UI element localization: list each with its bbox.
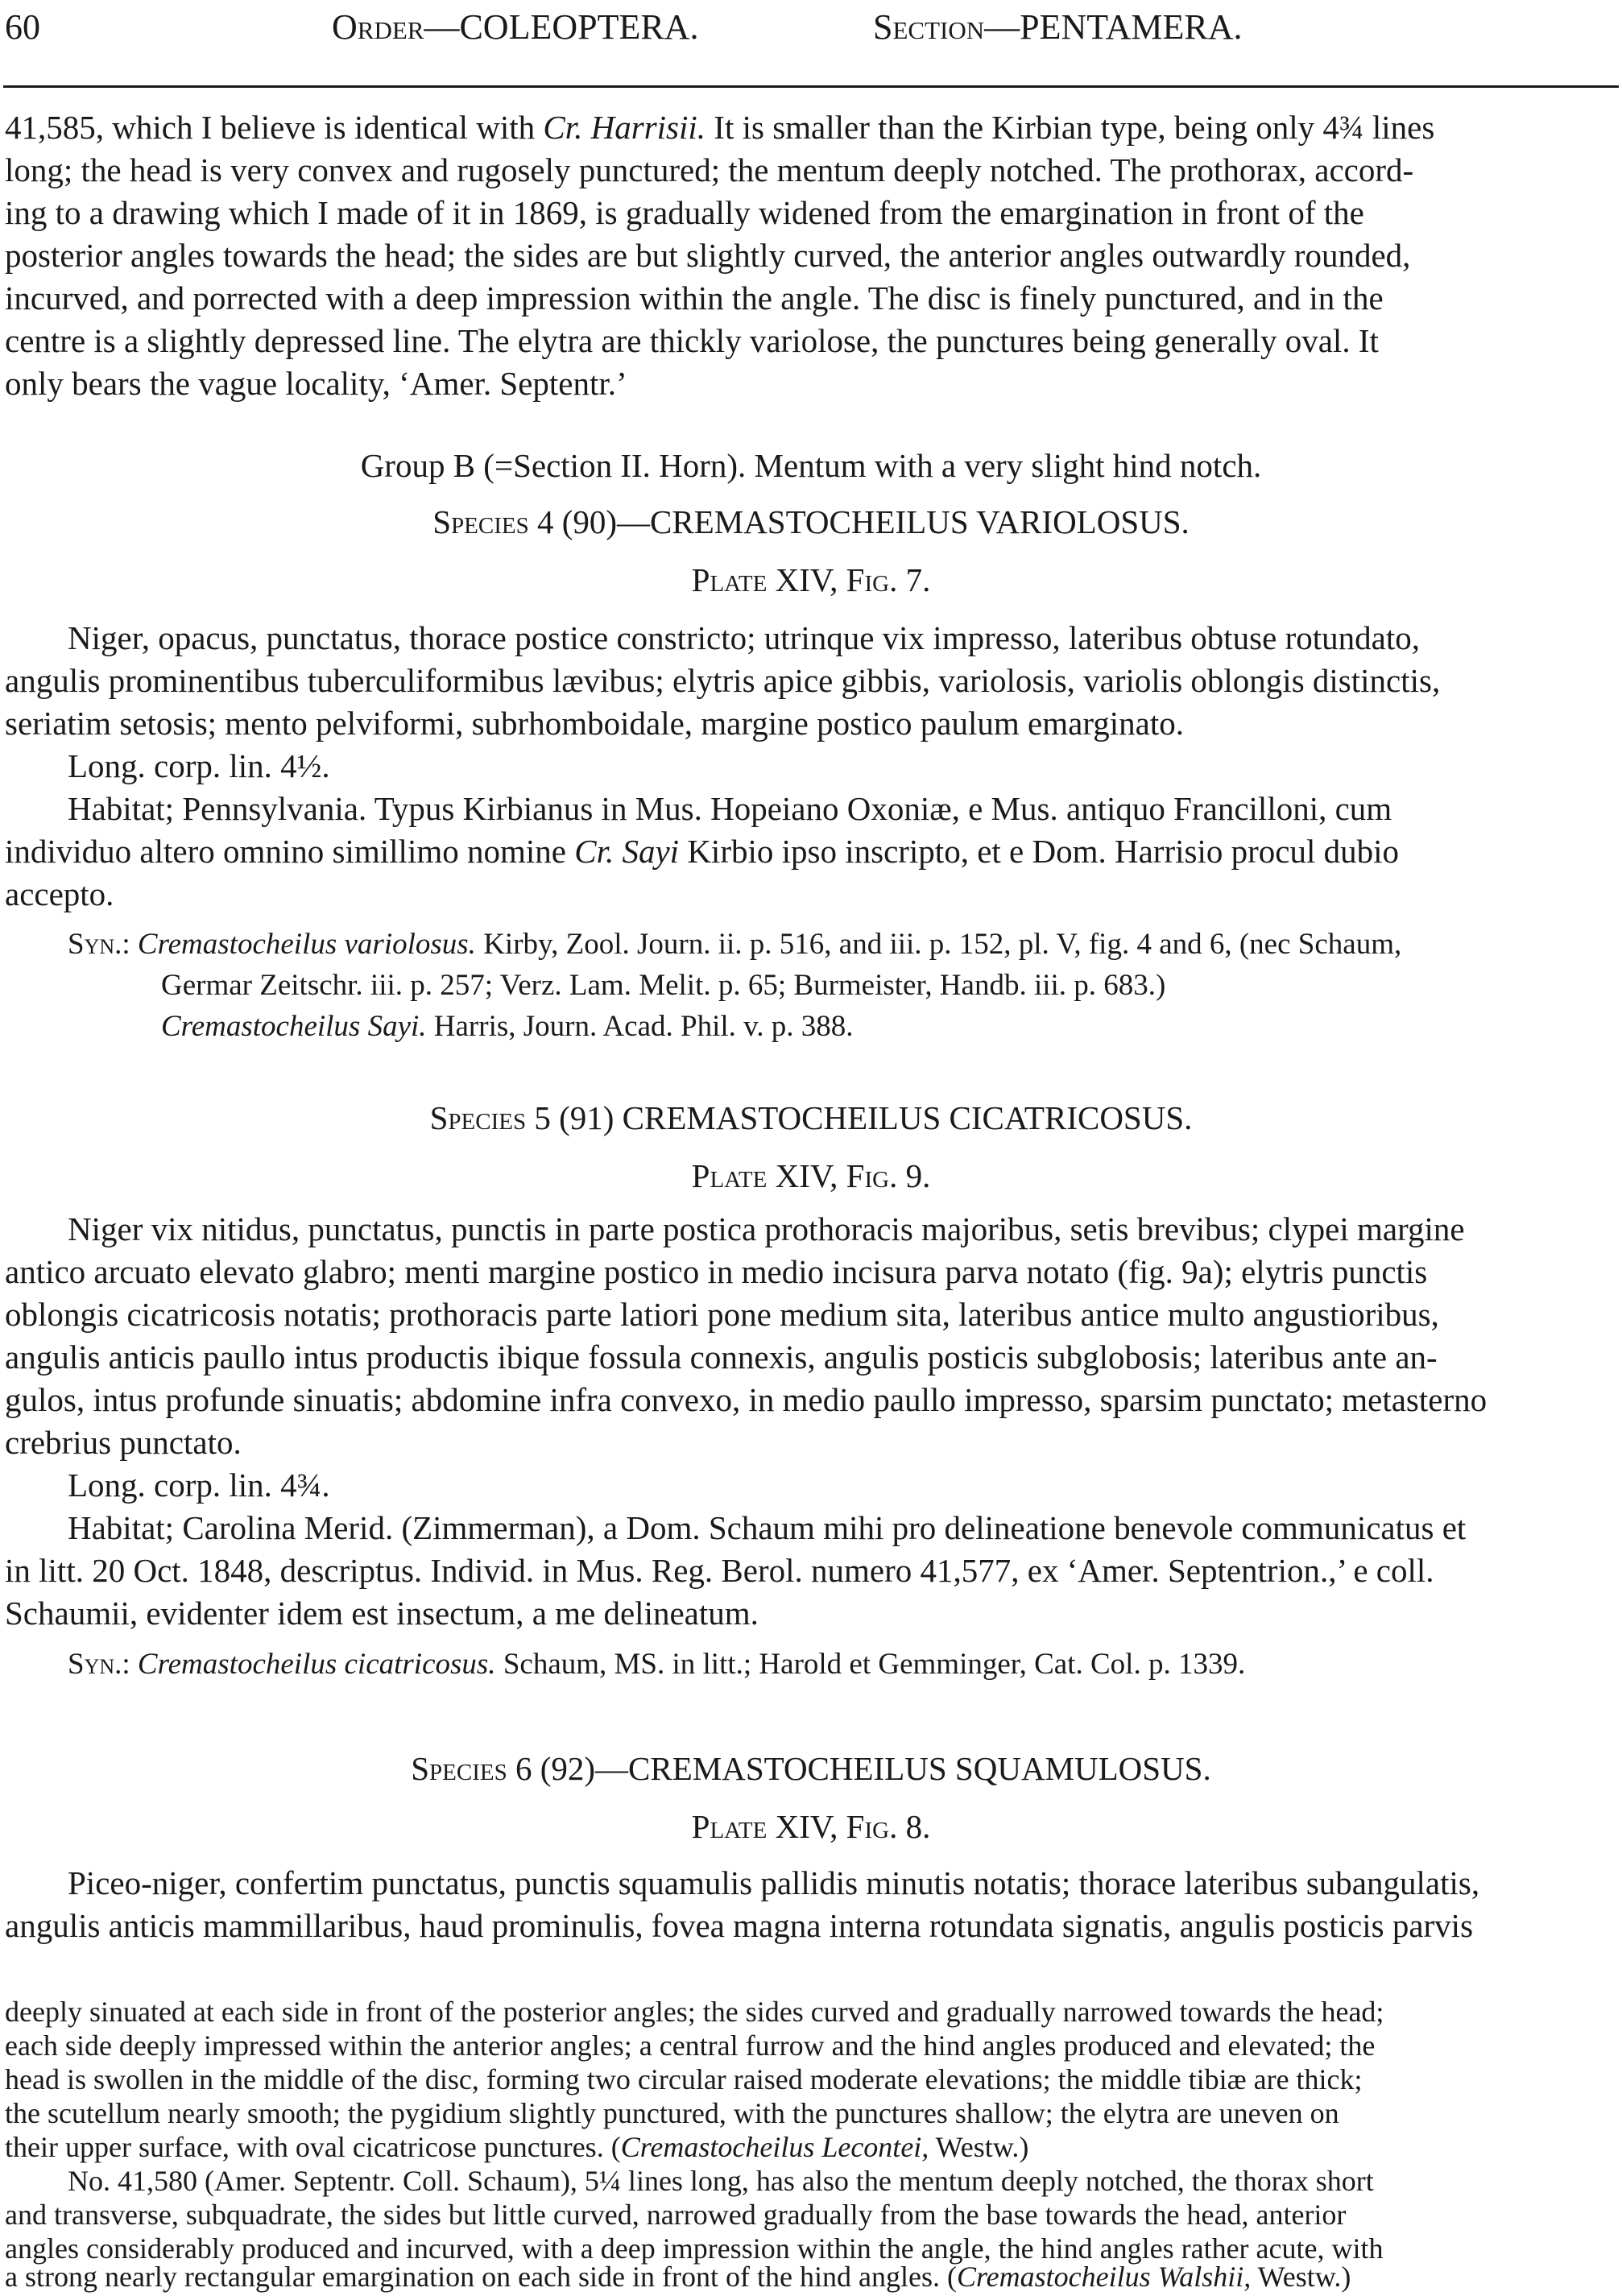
text-line: incurved, and porrected with a deep impression within the angle. The disc is finely punctured, and in the <box>5 279 1384 316</box>
habitat-line: Schaumii, evidenter idem est insectum, a me delineatum. <box>5 1595 759 1632</box>
text-line: ing to a drawing which I made of it in 1869, is gradually widened from the emargination in front of the <box>5 194 1364 231</box>
text-span: Kirbio ipso inscripto, et e Dom. Harrisio procul dubio <box>679 833 1399 870</box>
taxon-name: Cremastocheilus variolosus. <box>137 928 476 961</box>
footnote-line: head is swollen in the middle of the disc, forming two circular raised moderate elevations; the middle tibiæ are thick; <box>5 2063 1363 2095</box>
footnote-line: No. 41,580 (Amer. Septentr. Coll. Schaum), 5¼ lines long, has also the mentum deeply notched, the thorax short <box>68 2165 1374 2197</box>
syn-label: Syn.: <box>68 928 138 961</box>
group-b-heading: Group B (=Section II. Horn). Mentum with a very slight hind notch. <box>360 447 1262 484</box>
species-6-plate: Plate XIV, Fig. 8. <box>691 1808 931 1845</box>
footnote-line <box>5 2259 1351 2295</box>
description-line: Piceo-niger, confertim punctatus, punctis squamulis pallidis minutis notatis; thorace lateribus subangulatis, <box>68 1864 1480 1901</box>
taxon-name: Cr. Sayi <box>574 833 680 870</box>
order-label: Order— <box>332 7 460 47</box>
synonymy-line: Germar Zeitschr. iii. p. 257; Verz. Lam. Melit. p. 65; Burmeister, Handb. iii. p. 683.) <box>161 969 1166 1002</box>
order-heading <box>332 6 698 48</box>
text-line: only bears the vague locality, ‘Amer. Septentr.’ <box>5 365 627 402</box>
description-line: oblongis cicatricosis notatis; prothoracis parte latiori pone medium sita, lateribus antice multo angustioribus, <box>5 1296 1439 1333</box>
footnote-line: each side deeply impressed within the anterior angles; a central furrow and the hind angles produced and elevated; the <box>5 2029 1376 2062</box>
text-span: Kirby, Zool. Journ. ii. p. 516, and iii. p. 152, pl. V, fig. 4 and 6, (nec Schaum, <box>475 928 1402 961</box>
description-line: crebrius punctato. <box>5 1424 242 1461</box>
syn-label: Syn.: <box>68 1648 138 1681</box>
header-rule <box>3 85 1619 88</box>
footnote-line: deeply sinuated at each side in front of the posterior angles; the sides curved and gradually narrowed towards the head; <box>5 1996 1384 2028</box>
text-span: their upper surface, with oval cicatricose punctures. ( <box>5 2131 621 2163</box>
species-4-title: Species 4 (90)—CREMASTOCHEILUS VARIOLOSUS. <box>432 503 1190 540</box>
text-span: Westw.) <box>1251 2261 1351 2293</box>
description-line: antico arcuato elevato glabro; menti margine postico in medio incisura parva notato (fig. 9a); elytris punctis <box>5 1253 1428 1290</box>
text-span: It is smaller than the Kirbian type, being only 4¾ lines <box>705 109 1435 146</box>
page-number: 60 <box>5 7 40 47</box>
footnote-line <box>5 2129 1028 2166</box>
taxon-name: Cremastocheilus Sayi. <box>161 1010 427 1043</box>
taxon-name: Cremastocheilus cicatricosus. <box>137 1648 496 1681</box>
description-line: Niger, opacus, punctatus, thorace postice constricto; utrinque vix impresso, lateribus obtuse rotundato, <box>68 619 1420 656</box>
text-span: Schaum, MS. in litt.; Harold et Gemminger, Cat. Col. p. 1339. <box>495 1648 1246 1681</box>
description-line: gulos, intus profunde sinuatis; abdomine infra convexo, in medio paullo impresso, sparsim punctato; metasterno <box>5 1381 1488 1418</box>
habitat-line <box>5 830 1399 873</box>
synonymy-line <box>161 1005 853 1048</box>
taxon-name: Cremastocheilus Walshii, <box>956 2261 1252 2293</box>
habitat-line: accepto. <box>5 875 114 912</box>
length-line: Long. corp. lin. 4½. <box>68 747 330 784</box>
synonymy-line <box>68 923 1401 966</box>
text-span: 41,585, which I believe is identical with <box>5 109 544 146</box>
text-line: posterior angles towards the head; the sides are but slightly curved, the anterior angles outwardly rounded, <box>5 237 1411 274</box>
text-line: long; the head is very convex and rugosely punctured; the mentum deeply notched. The prothorax, accord- <box>5 151 1414 188</box>
text-line: centre is a slightly depressed line. The elytra are thickly variolose, the punctures being generally oval. It <box>5 322 1379 359</box>
description-line: seriatim setosis; mento pelviformi, subrhomboidale, margine postico paulum emarginato. <box>5 705 1184 742</box>
habitat-line: Habitat; Carolina Merid. (Zimmerman), a Dom. Schaum mihi pro delineatione benevole communicatus et <box>68 1509 1467 1546</box>
footnote-line: angles considerably produced and incurved, with a deep impression within the angle, the hind angles rather acute, with <box>5 2232 1384 2265</box>
text-span: a strong nearly rectangular emargination on each side in front of the hind angles. ( <box>5 2261 957 2293</box>
footnote-line: the scutellum nearly smooth; the pygidium slightly punctured, with the punctures shallow; the elytra are uneven on <box>5 2097 1339 2129</box>
description-line: angulis prominentibus tuberculiformibus lævibus; elytris apice gibbis, variolosis, variolis oblongis distinctis, <box>5 662 1441 699</box>
species-4-plate: Plate XIV, Fig. 7. <box>691 561 931 598</box>
description-line: Niger vix nitidus, punctatus, punctis in parte postica prothoracis majoribus, setis brevibus; clypei margine <box>68 1210 1465 1247</box>
order-name: COLEOPTERA. <box>459 7 699 47</box>
text-line <box>5 106 1434 149</box>
text-span: Westw.) <box>929 2131 1029 2163</box>
section-heading <box>873 6 1243 48</box>
habitat-line: in litt. 20 Oct. 1848, descriptus. Individ. in Mus. Reg. Berol. numero 41,577, ex ‘Amer. Septentrion.,’ e coll. <box>5 1552 1434 1589</box>
habitat-line: Habitat; Pennsylvania. Typus Kirbianus in Mus. Hopeiano Oxoniæ, e Mus. antiquo Francilloni, cum <box>68 790 1392 827</box>
footnote-line: and transverse, subquadrate, the sides but little curved, narrowed gradually from the base towards the head, anterior <box>5 2199 1347 2231</box>
description-line: angulis anticis mammillaribus, haud prominulis, fovea magna interna rotundata signatis, angulis posticis parvis <box>5 1907 1474 1944</box>
text-span: Harris, Journ. Acad. Phil. v. p. 388. <box>426 1010 854 1043</box>
section-label: Section— <box>873 7 1020 47</box>
species-6-title: Species 6 (92)—CREMASTOCHEILUS SQUAMULOSUS. <box>411 1750 1211 1787</box>
text-span: individuo altero omnino simillimo nomine <box>5 833 575 870</box>
species-5-plate: Plate XIV, Fig. 9. <box>691 1157 931 1194</box>
description-line: angulis anticis paullo intus productis ibique fossula connexis, angulis posticis subglobosis; lateribus ante an- <box>5 1338 1438 1376</box>
taxon-name: Cr. Harrisii. <box>543 109 706 146</box>
length-line: Long. corp. lin. 4¾. <box>68 1467 330 1504</box>
taxon-name: Cremastocheilus Lecontei, <box>620 2131 929 2163</box>
species-5-title: Species 5 (91) CREMASTOCHEILUS CICATRICOSUS. <box>429 1099 1193 1136</box>
section-name: PENTAMERA. <box>1020 7 1243 47</box>
synonymy-line <box>68 1643 1245 1686</box>
